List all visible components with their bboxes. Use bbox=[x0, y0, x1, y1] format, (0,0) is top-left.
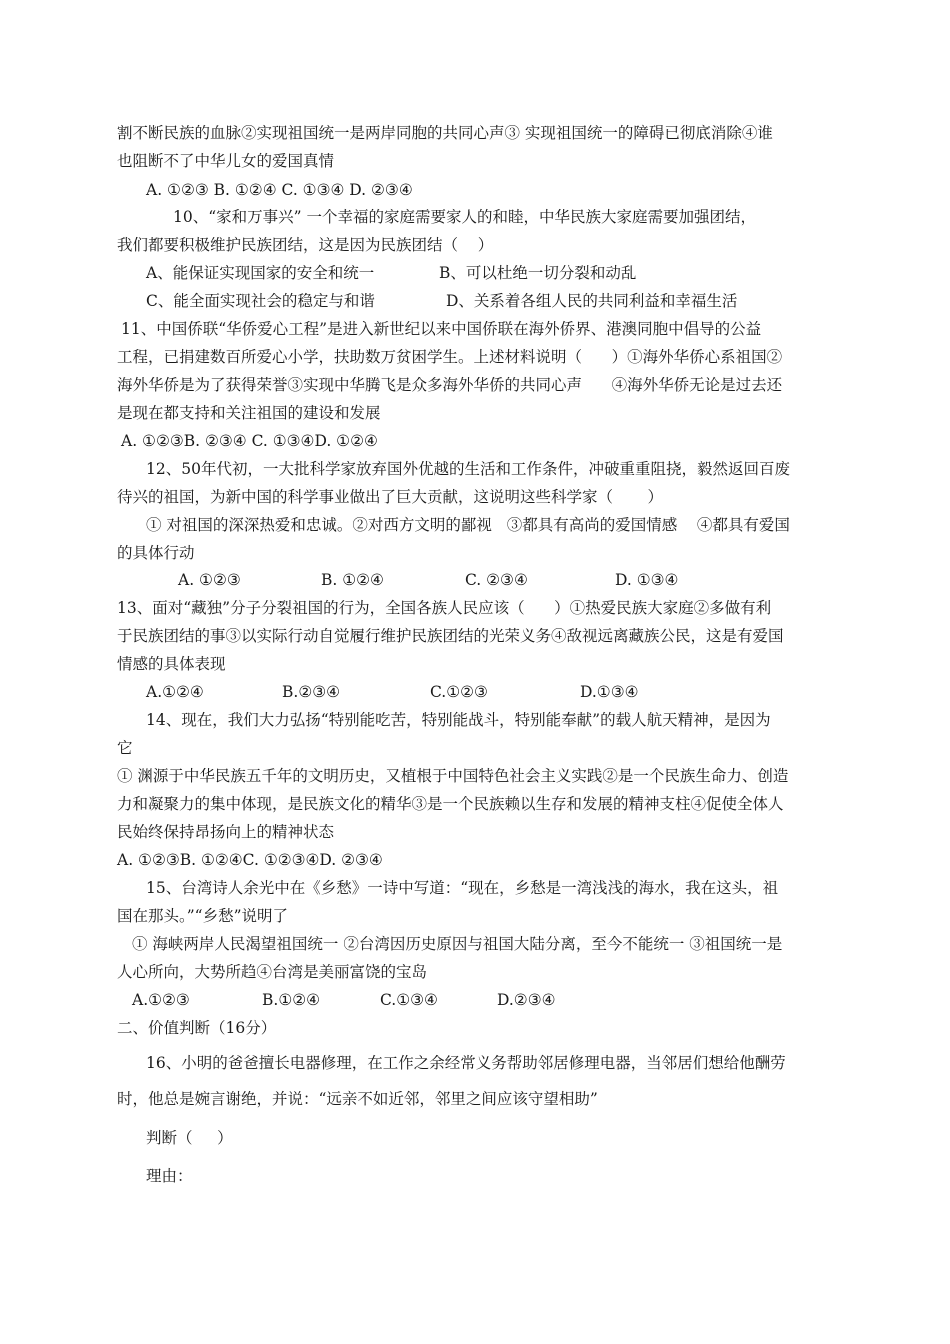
q15-option-a: A.①②③ bbox=[132, 991, 190, 1009]
q15-stem-line-2: 国在那头。”“乡愁”说明了 bbox=[117, 907, 289, 925]
q10-option-a: A、能保证实现国家的安全和统一 bbox=[146, 264, 375, 282]
q15-option-b: B.①②④ bbox=[262, 991, 321, 1009]
q15-option-d: D.②③④ bbox=[497, 991, 556, 1009]
q11-stem-line-2: 工程，已捐建数百所爱心小学，扶助数万贫困学生。上述材料说明（ ）①海外华侨心系祖国② bbox=[117, 348, 783, 366]
q13-stem-line-2: 于民族团结的事③以实际行动自觉履行维护民族团结的光荣义务④敌视远离藏族公民，这是有爱国 bbox=[117, 627, 784, 645]
q10-option-c: C、能全面实现社会的稳定与和谐 bbox=[146, 292, 375, 310]
q16-judgement: 判断（ ） bbox=[146, 1129, 233, 1147]
q11-stem-line-3: 海外华侨是为了获得荣誉③实现中华腾飞是众多海外华侨的共同心声 ④海外华侨无论是过去还 bbox=[117, 376, 783, 394]
q15-statements-line-2: 人心所向，大势所趋④台湾是美丽富饶的宝岛 bbox=[117, 963, 428, 981]
q14-stem-line-1: 14、现在，我们大力弘扬“特别能吃苦，特别能战斗，特别能奉献”的载人航天精神，是因为 bbox=[146, 711, 771, 729]
q15-option-c: C.①③④ bbox=[380, 991, 438, 1009]
q14-options: A. ①②③B. ①②④C. ①②③④D. ②③④ bbox=[117, 851, 383, 869]
q13-option-b: B.②③④ bbox=[282, 683, 341, 701]
q16-stem-line-1: 16、小明的爸爸擅长电器修理，在工作之余经常义务帮助邻居修理电器，当邻居们想给他酬劳 bbox=[146, 1054, 786, 1072]
q12-statements-line-1: ① 对祖国的深深热爱和忠诚。②对西方文明的鄙视 ③都具有高尚的爱国情感 ④都具有爱国 bbox=[146, 516, 790, 534]
q14-statements-line-2: 力和凝聚力的集中体现，是民族文化的精华③是一个民族赖以生存和发展的精神支柱④促使全体人 bbox=[117, 795, 784, 813]
q12-option-c: C. ②③④ bbox=[465, 571, 528, 589]
q12-option-d: D. ①③④ bbox=[615, 571, 679, 589]
q11-stem-line-4: 是现在都支持和关注祖国的建设和发展 bbox=[117, 404, 381, 422]
q13-stem-line-1: 13、面对“藏独”分子分裂祖国的行为，全国各族人民应该（ ）①热爱民族大家庭②多做有利 bbox=[117, 599, 772, 617]
q12-statements-line-2: 的具体行动 bbox=[117, 544, 195, 562]
q12-stem-line-2: 待兴的祖国，为新中国的科学事业做出了巨大贡献，这说明这些科学家（ ） bbox=[117, 488, 663, 506]
q15-statements-line-1: ① 海峡两岸人民渴望祖国统一 ②台湾因历史原因与祖国大陆分离，至今不能统一 ③祖国统一是 bbox=[132, 935, 783, 953]
q13-option-d: D.①③④ bbox=[580, 683, 639, 701]
q10-option-d: D、关系着各组人民的共同利益和幸福生活 bbox=[446, 292, 738, 310]
q12-option-a: A. ①②③ bbox=[178, 571, 241, 589]
q11-stem-line-1: 11、中国侨联“华侨爱心工程”是进入新世纪以来中国侨联在海外侨界、港澳同胞中倡导的公益 bbox=[121, 320, 762, 338]
q15-stem-line-1: 15、台湾诗人余光中在《乡愁》一诗中写道：“现在，乡愁是一湾浅浅的海水，我在这头，祖 bbox=[146, 879, 779, 897]
q13-stem-line-3: 情感的具体表现 bbox=[117, 655, 226, 673]
q13-option-c: C.①②③ bbox=[430, 683, 488, 701]
q16-stem-line-2: 时，他总是婉言谢绝，并说：“远亲不如近邻，邻里之间应该守望相助” bbox=[117, 1090, 598, 1108]
q9-text-line-2: 也阻断不了中华儿女的爱国真情 bbox=[117, 152, 335, 170]
q12-option-b: B. ①②④ bbox=[321, 571, 384, 589]
q9-text-line-1: 割不断民族的血脉②实现祖国统一是两岸同胞的共同心声③ 实现祖国统一的障碍已彻底消除④谁 bbox=[117, 124, 773, 142]
q14-statements-line-3: 民始终保持昂扬向上的精神状态 bbox=[117, 823, 335, 841]
section-heading: 二、价值判断（16分） bbox=[117, 1019, 277, 1037]
q14-statements-line-1: ① 渊源于中华民族五千年的文明历史，又植根于中国特色社会主义实践②是一个民族生命力、创造 bbox=[117, 767, 789, 785]
q9-options: A. ①②③ B. ①②④ C. ①③④ D. ②③④ bbox=[146, 181, 413, 199]
q10-stem-line-2: 我们都要积极维护民族团结，这是因为民族团结（ ） bbox=[117, 236, 494, 254]
q16-reason: 理由： bbox=[146, 1167, 193, 1185]
q10-option-b: B、可以杜绝一切分裂和动乱 bbox=[439, 264, 637, 282]
q13-option-a: A.①②④ bbox=[146, 683, 204, 701]
q11-options: A. ①②③B. ②③④ C. ①③④D. ①②④ bbox=[121, 432, 378, 450]
q10-stem-line-1: 10、“家和万事兴” 一个幸福的家庭需要家人的和睦，中华民族大家庭需要加强团结， bbox=[173, 208, 757, 226]
q14-stem-line-2: 它 bbox=[117, 739, 133, 757]
q12-stem-line-1: 12、50年代初，一大批科学家放弃国外优越的生活和工作条件，冲破重重阻挠，毅然返回百废 bbox=[146, 460, 790, 478]
